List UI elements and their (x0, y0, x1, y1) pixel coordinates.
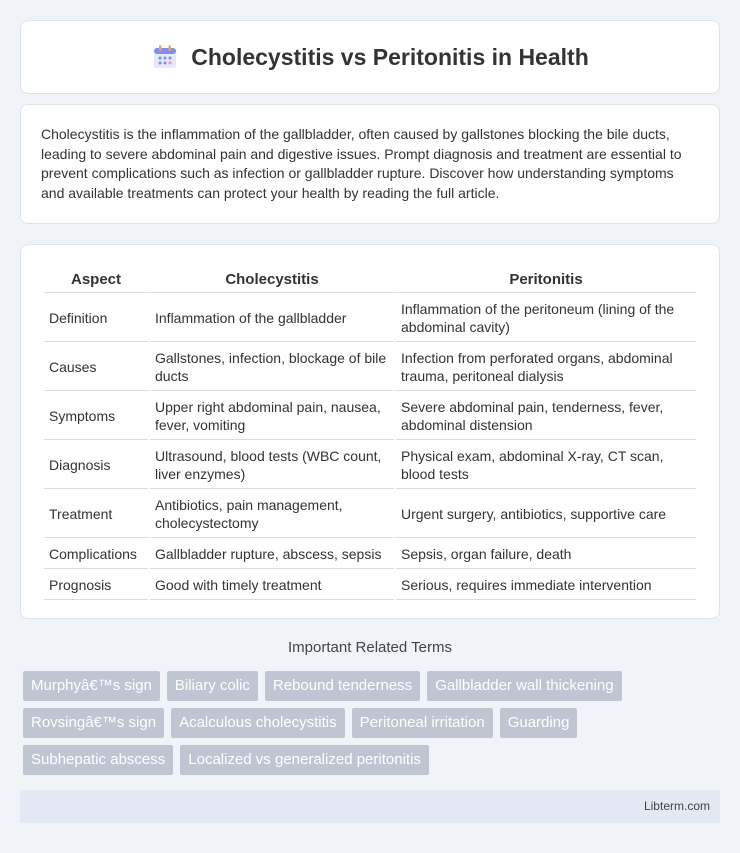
term-tag[interactable]: Peritoneal irritation (352, 708, 493, 738)
term-tag[interactable]: Rovsingâ€™s sign (23, 708, 164, 738)
row-cholecystitis: Gallbladder rupture, abscess, sepsis (150, 540, 394, 569)
table-row (44, 540, 696, 569)
header-aspect: Aspect (44, 267, 148, 293)
row-aspect: Treatment (44, 491, 148, 538)
row-peritonitis: Serious, requires immediate intervention (396, 571, 696, 600)
row-aspect: Definition (44, 295, 148, 342)
term-tag[interactable]: Gallbladder wall thickening (427, 671, 621, 701)
row-peritonitis: Urgent surgery, antibiotics, supportive care (396, 491, 696, 538)
table-row (44, 344, 696, 391)
table-header-row (44, 267, 696, 293)
header-peritonitis: Peritonitis (396, 267, 696, 293)
intro-text: Cholecystitis is the inflammation of the gallbladder, often caused by gallstones blocking the bile ducts, leading to severe abdominal pain and digestive issues. Prompt diagnosis and treatment are essential to prevent complications such as infection or gallbladder rupture. Discover how understanding symptoms and available treatments can protect your health by reading the full article. (41, 126, 682, 201)
row-peritonitis: Inflammation of the peritoneum (lining of the abdominal cavity) (396, 295, 696, 342)
term-tag[interactable]: Guarding (500, 708, 578, 738)
related-terms-title: Important Related Terms (288, 639, 452, 656)
comparison-card (20, 244, 720, 619)
row-aspect: Prognosis (44, 571, 148, 600)
table-row (44, 571, 696, 600)
row-peritonitis: Sepsis, organ failure, death (396, 540, 696, 569)
table-row (44, 491, 696, 538)
related-terms-list (23, 671, 703, 775)
footer (20, 790, 720, 823)
page-title: Cholecystitis vs Peritonitis in Health (191, 43, 589, 70)
row-aspect: Symptoms (44, 393, 148, 440)
calendar-icon (151, 43, 179, 71)
header-card (20, 20, 720, 94)
row-cholecystitis: Gallstones, infection, blockage of bile ducts (150, 344, 394, 391)
row-cholecystitis: Upper right abdominal pain, nausea, fever, vomiting (150, 393, 394, 440)
row-peritonitis: Severe abdominal pain, tenderness, fever, abdominal distension (396, 393, 696, 440)
row-peritonitis: Infection from perforated organs, abdominal trauma, peritoneal dialysis (396, 344, 696, 391)
row-cholecystitis: Ultrasound, blood tests (WBC count, liver enzymes) (150, 442, 394, 489)
table-row (44, 295, 696, 342)
row-cholecystitis: Good with timely treatment (150, 571, 394, 600)
term-tag[interactable]: Biliary colic (167, 671, 258, 701)
row-peritonitis: Physical exam, abdominal X-ray, CT scan, blood tests (396, 442, 696, 489)
term-tag[interactable]: Rebound tenderness (265, 671, 420, 701)
row-cholecystitis: Antibiotics, pain management, cholecystectomy (150, 491, 394, 538)
row-aspect: Causes (44, 344, 148, 391)
table-row (44, 442, 696, 489)
comparison-table (42, 265, 698, 602)
header-cholecystitis: Cholecystitis (150, 267, 394, 293)
term-tag[interactable]: Acalculous cholecystitis (171, 708, 345, 738)
footer-site-link[interactable]: Libterm.com (643, 799, 710, 813)
term-tag[interactable]: Murphyâ€™s sign (23, 671, 160, 701)
intro-card (20, 104, 720, 224)
row-aspect: Complications (44, 540, 148, 569)
row-aspect: Diagnosis (44, 442, 148, 489)
row-cholecystitis: Inflammation of the gallbladder (150, 295, 394, 342)
table-row (44, 393, 696, 440)
term-tag[interactable]: Localized vs generalized peritonitis (180, 745, 429, 775)
term-tag[interactable]: Subhepatic abscess (23, 745, 173, 775)
